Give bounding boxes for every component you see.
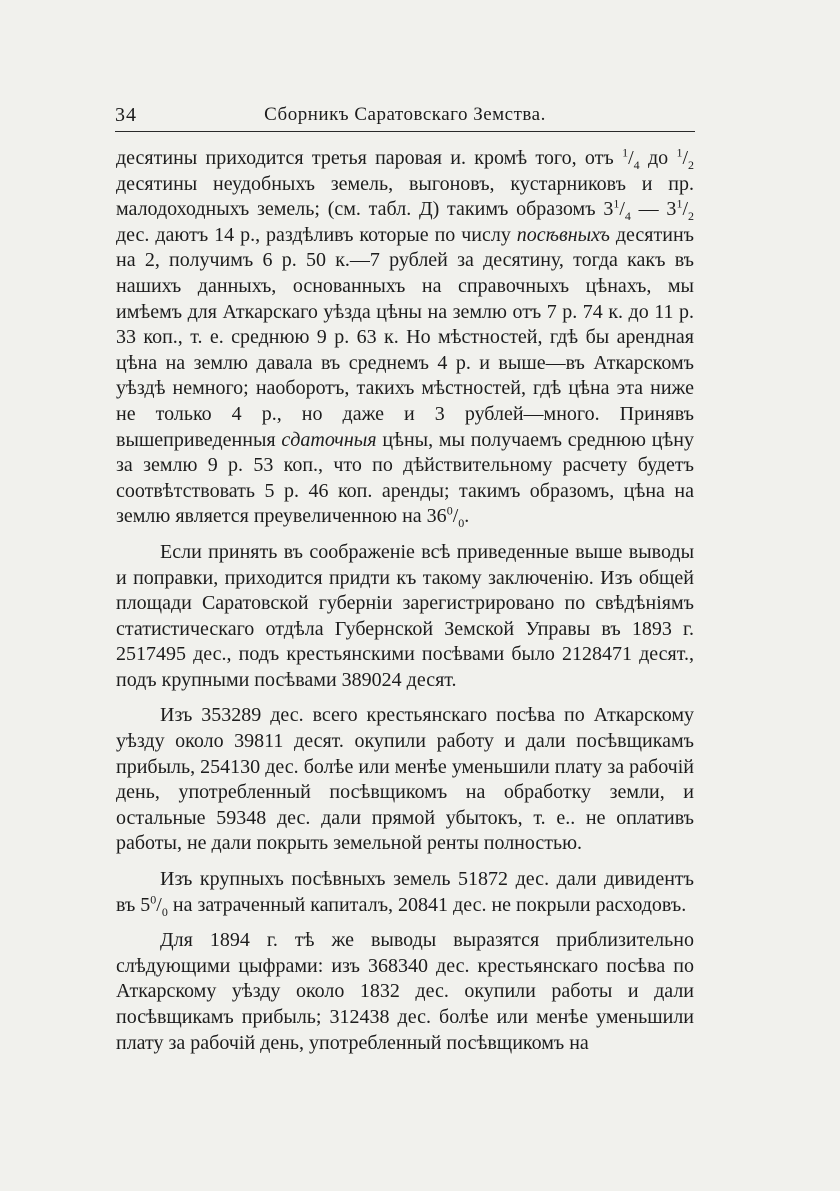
text-run: десятины приходится третья паровая и. кромѣ того, отъ: [116, 147, 623, 169]
body-text: [116, 146, 694, 1056]
paragraph: [116, 146, 694, 530]
fraction-denominator: 0: [458, 516, 465, 531]
text-run: /: [682, 147, 688, 169]
text-run: десятинъ на 2, получимъ 6 р. 50 к.—7 рублей за десятину, тогда какъ въ нашихъ данныхъ, основанныхъ на справочныхъ цѣнахъ, мы имѣемъ для Аткарскаго уѣзда цѣны на землю отъ 7 р. 74 к. до 11 р. 33 коп., т. е. среднюю 9 р. 63 к. Но мѣстностей, гдѣ бы арендная цѣна на землю давала въ среднемъ 4 р. и выше—въ Аткарскомъ уѣздѣ немного; наоборотъ, такихъ мѣстностей, гдѣ цѣна эта ниже не только 4 р., но даже и 3 рублей—много. Принявъ вышеприведенныя: [116, 223, 694, 451]
fraction-numerator: 1: [613, 196, 620, 211]
text-run: /: [452, 505, 459, 528]
text-run: /: [628, 147, 634, 169]
text-run: Для 1894 г. тѣ же выводы выразятся приблизительно слѣдующими цыфрами: изъ 368340 дес. крестьянскаго посѣва по Аткарскому уѣзду около 1832 дес. окупили работы и дали посѣвщикамъ прибыль; 312438 дес. болѣе или менѣе уменьшили плату за рабочій день, употребленный посѣвщикомъ на: [116, 929, 694, 1054]
text-run: десятины неудобныхъ земель, выгоновъ, кустарниковъ и пр. малодоходныхъ земель; (см. табл. Д) такимъ образомъ 3: [116, 172, 694, 221]
fraction-numerator: 1: [676, 196, 683, 211]
running-title: Сборникъ Саратовскаго Земства.: [264, 104, 546, 125]
page-number: 34: [115, 104, 137, 126]
text-run: /: [156, 893, 162, 916]
text-run: .: [464, 505, 470, 528]
fraction-denominator: 4: [633, 158, 640, 172]
page-header: [115, 100, 695, 130]
fraction-denominator: 4: [624, 209, 631, 224]
fraction-numerator: 1: [622, 145, 629, 160]
paragraph: [116, 928, 694, 1056]
text-run: Если принять въ соображеніе всѣ приведенные выше выводы и поправки, приходится придти къ такому заключенію. Изъ общей площади Саратовской губерніи зарегистрировано по свѣдѣніямъ статистическаго отдѣла Губернской Земской Управы въ 1893 г. 2517495 дес., подъ крестьянскими посѣвами было 2128471 десят., подъ крупными посѣвами 389024 десят.: [116, 540, 694, 691]
text-run: цѣны, мы получаемъ среднюю цѣну за землю 9 р. 53 коп., что по дѣйствительному расчету будетъ соотвѣтствовать 5 р. 46 коп. аренды; такимъ образомъ, цѣна на землю является преувеличенною на 36: [116, 428, 694, 528]
text-run: Изъ 353289 дес. всего крестьянскаго посѣва по Аткарскому уѣзду около 39811 десят. окупили работу и дали посѣвщикамъ прибыль, 254130 дес. болѣе или менѣе уменьшили плату за рабочій день, употребленный посѣвщикомъ на обработку земли, и остальные 59348 дес. дали прямой убытокъ, т. е.. не оплативъ работы, не дали покрыть земельной ренты полностью.: [116, 704, 694, 855]
text-run: на затраченный капиталъ, 20841 дес. не покрыли расходовъ.: [167, 893, 687, 916]
fraction-denominator: 2: [688, 158, 694, 172]
paragraph: [116, 540, 694, 694]
fraction-numerator: 1: [676, 145, 683, 160]
text-run: — 3: [630, 198, 677, 221]
fraction-numerator: 0: [446, 503, 453, 518]
text-run: /: [619, 198, 625, 221]
paragraph: [116, 867, 694, 918]
text-run: дес. даютъ 14 р., раздѣливъ которые по числу: [116, 223, 517, 246]
fraction-denominator: 0: [161, 904, 168, 919]
fraction-denominator: 2: [688, 209, 694, 224]
header-rule: [115, 131, 695, 132]
emphasized-text: сдаточныя: [281, 428, 377, 451]
paragraph: [116, 703, 694, 857]
text-run: до: [639, 147, 677, 169]
text-run: Изъ крупныхъ посѣвныхъ земель 51872 дес. дали дивидентъ въ 5: [116, 868, 694, 916]
text-run: /: [682, 198, 688, 221]
emphasized-text: посѣвныхъ: [516, 223, 610, 246]
fraction-numerator: 0: [150, 891, 157, 906]
